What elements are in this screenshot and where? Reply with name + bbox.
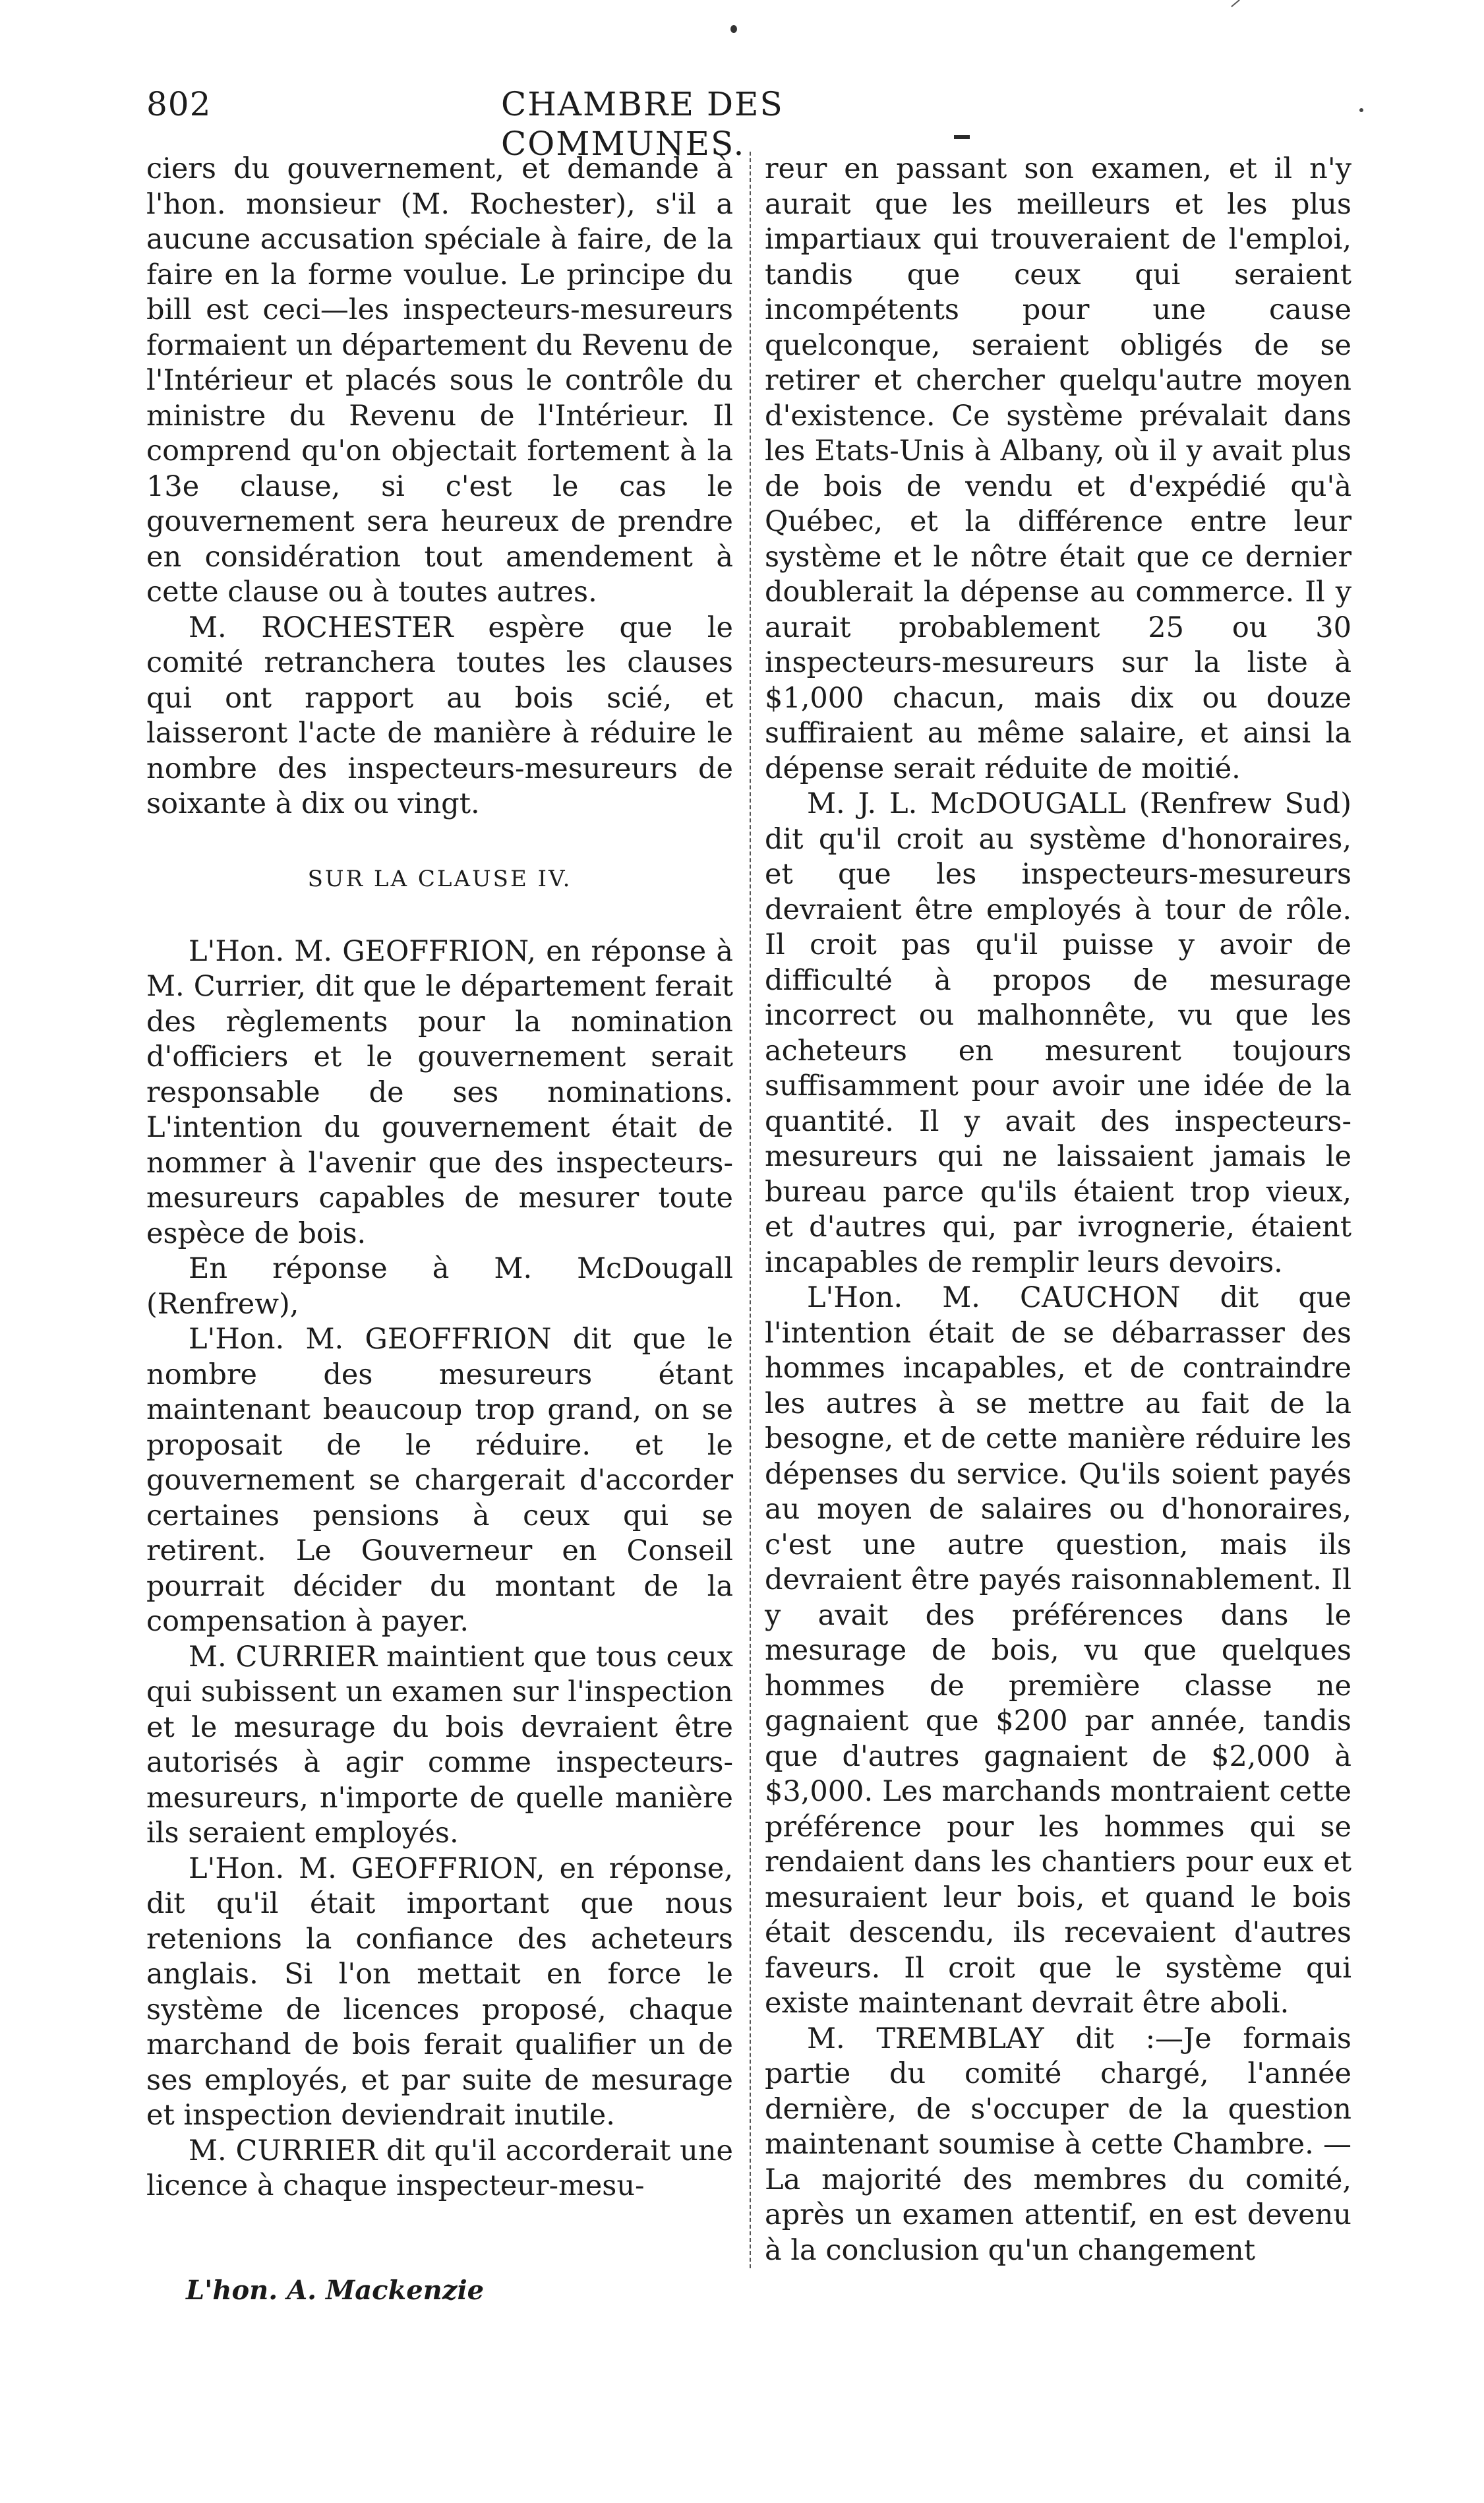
paragraph: M. ROCHESTER espère que le comité retranchera toutes les clauses qui ont rapport au bois scié, et laisseront l'acte de manière à réduire le nombre des inspecteurs-mesureurs de soixante à dix ou vingt. <box>146 611 733 820</box>
running-title: CHAMBRE DES COMMUNES. <box>501 85 784 163</box>
right-column <box>765 152 1351 2268</box>
paragraph: M. CURRIER dit qu'il accorderait une licence à chaque inspecteur-mesu- <box>146 2134 733 2202</box>
printing-speck <box>1231 0 1240 7</box>
column-divider <box>750 152 751 2268</box>
paragraph: L'Hon. M. GEOFFRION dit que le nombre des mesureurs étant maintenant beaucoup trop grand, on se proposait de le réduire. et le gouvernement se chargerait d'accorder certaines pensions à ceux qui se retirent. Le Gouverneur en Conseil pourrait décider du montant de la compensation à payer. <box>146 1323 733 1638</box>
paragraph: M. J. L. McDOUGALL (Renfrew Sud) dit qu'il croit au système d'honoraires, et que les inspecteurs-mesureurs devraient être employés à tour de rôle. Il croit pas qu'il puisse y avoir de difficulté à propos de mesurage incorrect ou malhonnête, vu que les acheteurs en mesurent toujours suffisamment pour avoir une idée de la quantité. Il y avait des inspecteurs-mesureurs qui ne laissaient jamais le bureau parce qu'ils étaient trop vieux, et d'autres qui, par ivrognerie, étaient incapables de remplir leurs devoirs. <box>765 787 1351 1279</box>
printing-speck <box>730 25 737 33</box>
paragraph: M. CURRIER maintient que tous ceux qui subissent un examen sur l'inspection et le mesurage du bois devraient être autorisés à agir comme inspecteurs-mesureurs, n'importe de quelle manière ils seraient employés. <box>146 1640 733 1850</box>
printing-speck <box>1359 108 1363 112</box>
paragraph: M. TREMBLAY dit :—Je formais partie du comité chargé, l'année dernière, de s'occuper de la question maintenant soumise à cette Chambre. —La majorité des membres du comité, après un examen attentif, en est devenu à la conclusion qu'un changement <box>765 2022 1351 2267</box>
paragraph: L'Hon. M. GEOFFRION, en réponse, dit qu'il était important que nous retenions la confiance des acheteurs anglais. Si l'on mettait en force le système de licences proposé, chaque marchand de bois ferait qualifier un de ses employés, et par suite de mesurage et inspection deviendrait inutile. <box>146 1852 733 2132</box>
footer-signature: L'hon. A. Mackenzie <box>186 2275 485 2306</box>
printing-speck <box>954 135 970 139</box>
page-number: 802 <box>146 85 212 123</box>
paragraph: En réponse à M. McDougall (Renfrew), <box>146 1252 733 1321</box>
section-heading: SUR LA CLAUSE IV. <box>307 865 572 892</box>
left-column <box>146 152 733 2204</box>
paragraph: L'Hon. M. GEOFFRION, en réponse à M. Currier, dit que le département ferait des règlements pour la nomination d'officiers et le gouvernement serait responsable de ses nominations. L'intention du gouvernement était de nommer à l'avenir que des inspecteurs-mesureurs capables de mesurer toute espèce de bois. <box>146 934 733 1250</box>
paragraph-continuation: reur en passant son examen, et il n'y aurait que les meilleurs et les plus impartiaux qui trouveraient de l'emploi, tandis que ceux qui seraient incompétents pour une cause quelconque, seraient obligés de se retirer et chercher quelqu'autre moyen d'existence. Ce système prévalait dans les Etats-Unis à Albany, où il y avait plus de bois de vendu et d'expédié qu'à Québec, et la différence entre leur système et le nôtre était que ce dernier doublerait la dépense au commerce. Il y aurait probablement 25 ou 30 inspecteurs-mesureurs sur la liste à $1,000 chacun, mais dix ou douze suffiraient au même salaire, et ainsi la dépense serait réduite de moitié. <box>765 152 1351 785</box>
paragraph-continuation: ciers du gouvernement, et demande à l'hon. monsieur (M. Rochester), s'il a aucune accusation spéciale à faire, de la faire en la forme voulue. Le principe du bill est ceci—les inspecteurs-mesureurs formaient un département du Revenu de l'Intérieur et placés sous le contrôle du ministre du Revenu de l'Intérieur. Il comprend qu'on objectait fortement à la 13e clause, si c'est le cas le gouvernement sera heureux de prendre en considération tout amendement à cette clause ou à toutes autres. <box>146 152 733 609</box>
paragraph: L'Hon. M. CAUCHON dit que l'intention était de se débarrasser des hommes incapables, et de contraindre les autres à se mettre au fait de la besogne, et de cette manière réduire les dépenses du service. Qu'ils soient payés au moyen de salaires ou d'honoraires, c'est une autre question, mais ils devraient être payés raisonnablement. Il y avait des préférences dans le mesurage de bois, vu que quelques hommes de première classe ne gagnaient que $200 par année, tandis que d'autres gagnaient de $2,000 à $3,000. Les marchands montraient cette préférence pour les hommes qui se rendaient dans les chantiers pour eux et mesuraient leur bois, et quand le bois était descendu, ils recevaient d'autres faveurs. Il croit que le système qui existe maintenant devrait être aboli. <box>765 1281 1351 2020</box>
